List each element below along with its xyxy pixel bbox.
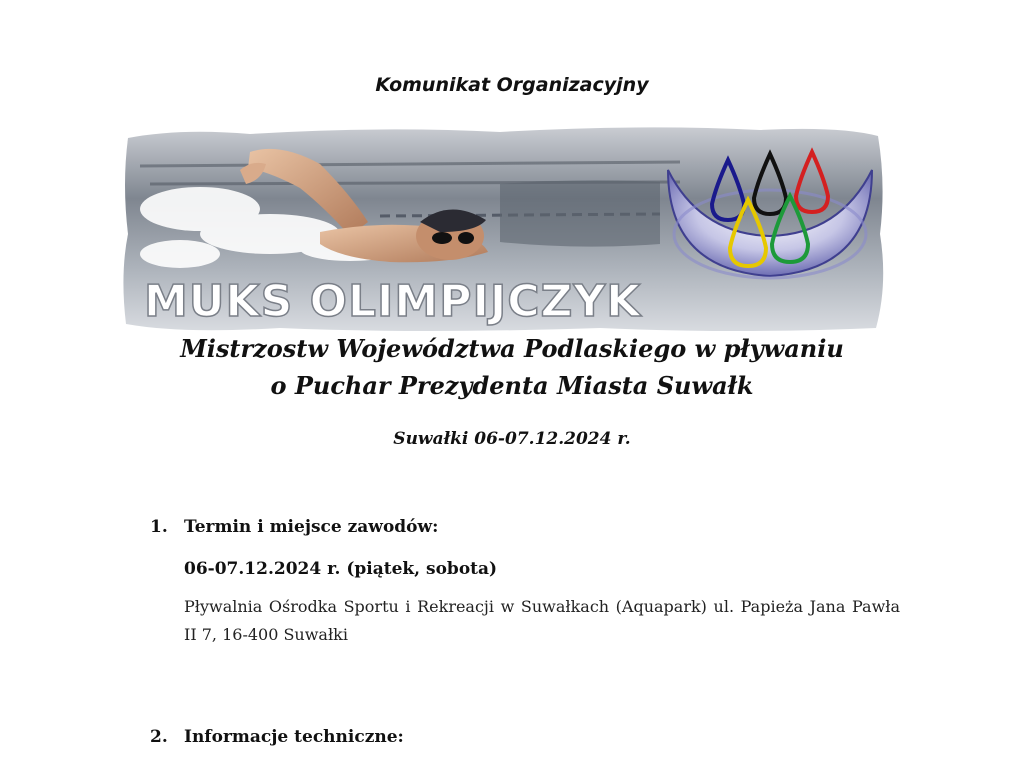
section-title: Termin i miejsce zawodów: xyxy=(184,517,439,537)
event-title-line-1: Mistrzostw Województwa Podlaskiego w pływaniu xyxy=(180,334,844,363)
event-dateline: Suwałki 06-07.12.2024 r. xyxy=(393,429,631,449)
club-name-text: MUKS OLIMPIJCZYK xyxy=(144,276,642,327)
section-1 xyxy=(150,517,900,649)
event-title-line-2: o Puchar Prezydenta Miasta Suwałk xyxy=(270,371,754,400)
section-2 xyxy=(150,727,900,747)
document-kicker: Komunikat Organizacyjny xyxy=(375,74,649,96)
event-title xyxy=(0,330,1024,404)
club-banner-image xyxy=(120,124,888,334)
section-heading xyxy=(150,517,900,537)
section-number: 2. xyxy=(150,727,168,747)
section-venue-text: Pływalnia Ośrodka Sportu i Rekreacji w Suwałkach (Aquapark) ul. Papieża Jana Pawła II 7, 16-400 Suwałki xyxy=(184,597,900,644)
section-number: 1. xyxy=(150,517,168,537)
section-heading xyxy=(150,727,900,747)
section-title: Informacje techniczne: xyxy=(184,727,404,747)
section-date-line: 06-07.12.2024 r. (piątek, sobota) xyxy=(184,559,498,579)
